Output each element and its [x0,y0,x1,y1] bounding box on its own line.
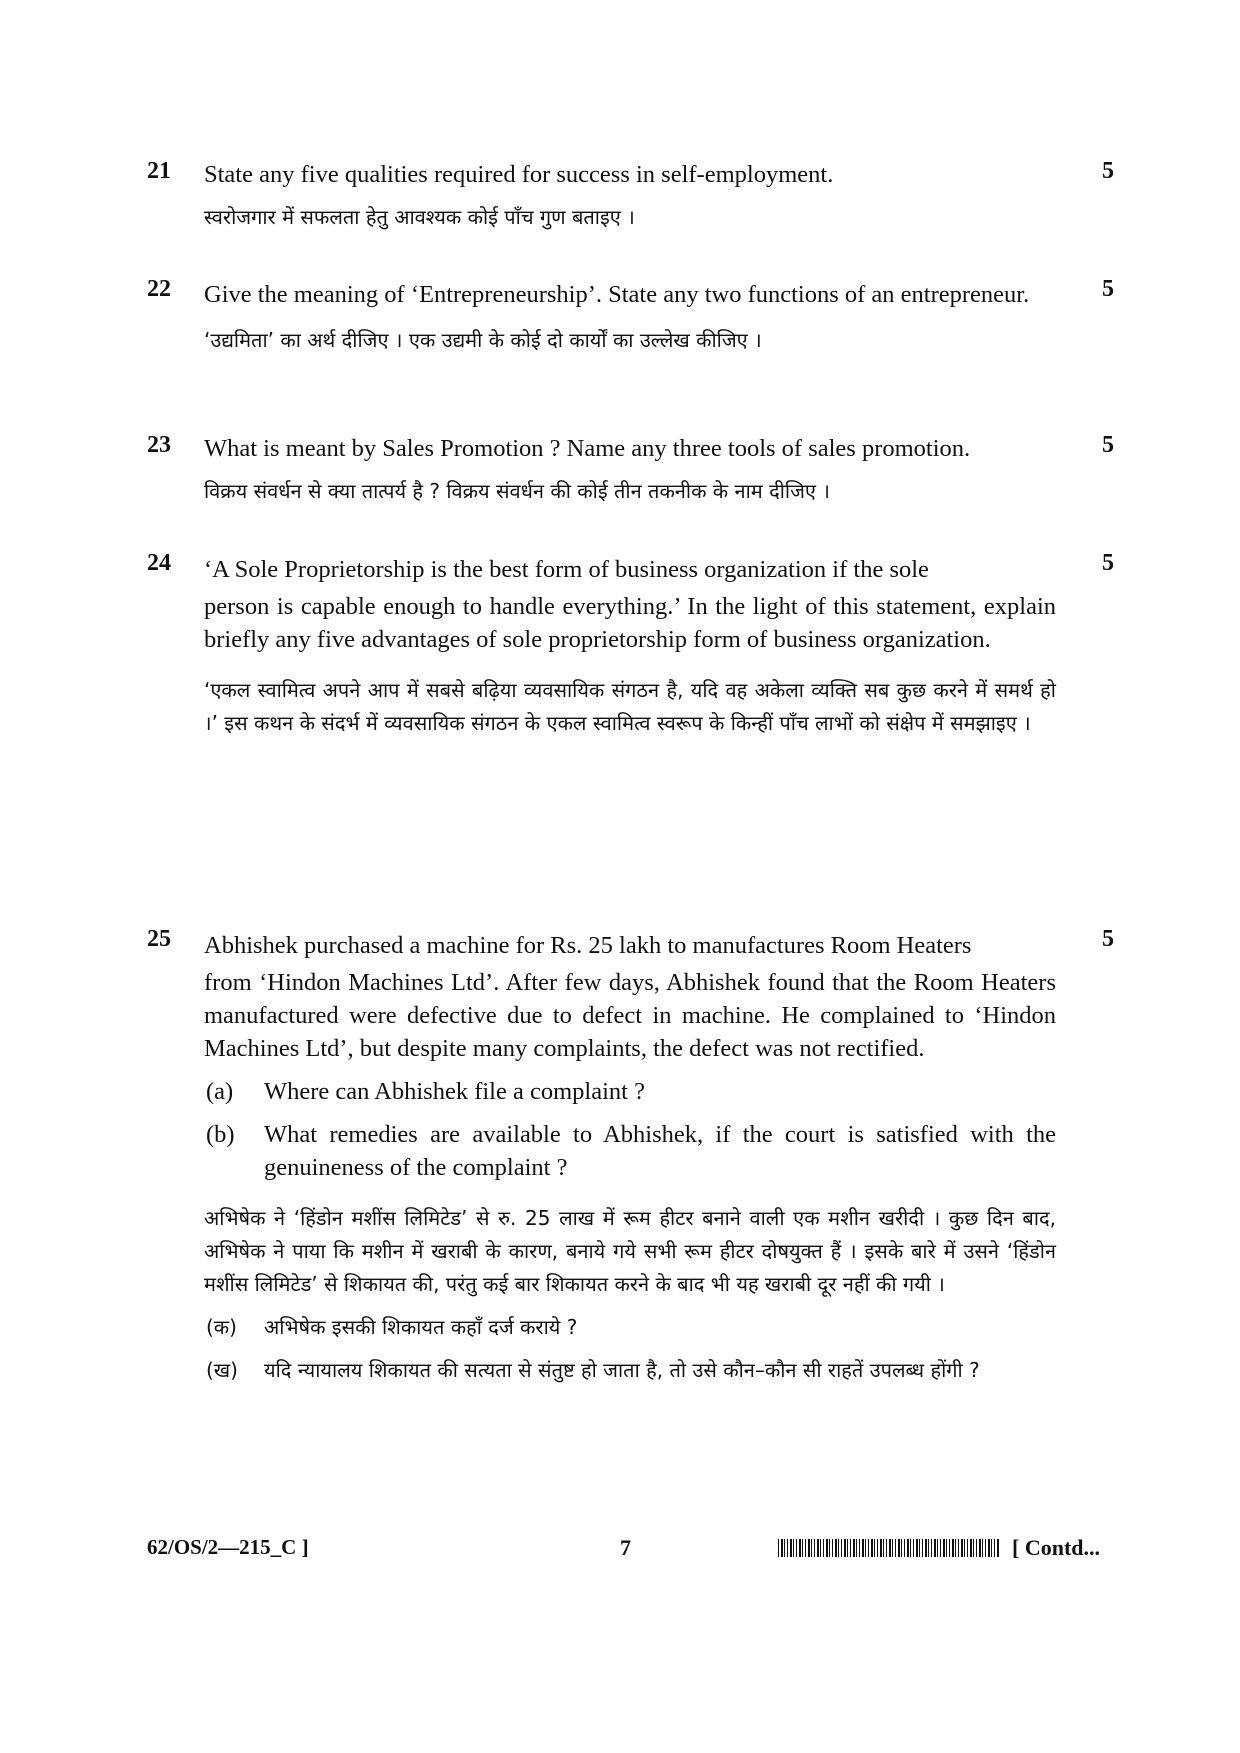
page-number: 7 [620,1535,631,1560]
question-marks: 5 [1102,276,1114,302]
question-number: 22 [147,276,171,302]
sub-question-text: What remedies are available to Abhishek, if the court is satisfied with the genuineness of the complaint ? [264,1121,1056,1181]
continued-label: [ Contd... [1012,1535,1101,1560]
question-marks: 5 [1102,158,1114,184]
question-number: 24 [147,550,171,576]
sub-question-b [204,1118,1056,1184]
question-text-english-first-line: ‘A Sole Proprietorship is the best form of business organization if the sole [204,556,929,583]
sub-question-text: यदि न्यायालय शिकायत की सत्यता से संतुष्ट हो जाता है, तो उसे कौन–कौन सी राहतें उपलब्ध होंगी ? [264,1358,980,1382]
question-marks: 5 [1102,926,1114,952]
sub-question-label: (b) [206,1121,235,1148]
sub-question-kha [204,1354,1056,1387]
question-number: 23 [147,432,171,458]
sub-question-ka [204,1311,1056,1344]
sub-question-a [204,1075,1056,1108]
question-number: 21 [147,158,171,184]
sub-question-text: अभिषेक इसकी शिकायत कहाँ दर्ज कराये ? [264,1315,578,1339]
question-marks: 5 [1102,432,1114,458]
question-text-english-first-line: Abhishek purchased a machine for Rs. 25 lakh to manufactures Room Heaters [204,932,972,959]
question-text-hindi: ‘एकल स्वामित्व अपने आप में सबसे बढ़िया व्यवसायिक संगठन है, यदि वह अकेला व्यक्ति सब कुछ करने में समर्थ हो ।’ इस कथन के संदर्भ में व्यवसायिक संगठन के एकल स्वामित्व स्वरूप के किन्हीं पाँच लाभों को संक्षेप में समझाइए । [204,678,1056,735]
sub-question-label: (a) [206,1078,234,1105]
question-text-hindi: विक्रय संवर्धन से क्या तात्पर्य है ? विक्रय संवर्धन की कोई तीन तकनीक के नाम दीजिए । [204,479,830,503]
page-footer [0,1535,1240,1565]
question-text-english: Give the meaning of ‘Entrepreneurship’. State any two functions of an entrepreneur. [204,281,1030,308]
sub-question-label: (क) [206,1315,237,1339]
sub-question-text: Where can Abhishek file a complaint ? [264,1078,645,1105]
sub-question-label: (ख) [206,1358,238,1382]
question-text-english: State any five qualities required for success in self-employment. [204,161,834,188]
question-text-hindi: अभिषेक ने ‘हिंडोन मशींस लिमिटेड’ से रु. 25 लाख में रूम हीटर बनाने वाली एक मशीन खरीदी । कुछ दिन बाद, अभिषेक ने पाया कि मशीन में खराबी के कारण, बनाये गये सभी रूम हीटर दोषयुक्त हैं । इसके बारे में उसने ‘हिंडोन मशींस लिमिटेड’ से शिकायत की, परंतु कई बार शिकायत करने के बाद भी यह खराबी दूर नहीं की गयी । [204,1206,1056,1296]
question-text-english: from ‘Hindon Machines Ltd’. After few days, Abhishek found that the Room Heaters manufactured were defective due to defect in machine. He complained to ‘Hindon Machines Ltd’, but despite many complaints, the defect was not rectified. [204,969,1056,1062]
barcode-icon [778,1539,1000,1557]
question-number: 25 [147,926,171,952]
question-text-english: person is capable enough to handle everything.’ In the light of this statement, explain briefly any five advantages of sole proprietorship form of business organization. [204,593,1056,653]
question-text-hindi: ‘उद्यमिता’ का अर्थ दीजिए । एक उद्यमी के कोई दो कार्यों का उल्लेख कीजिए । [204,328,762,352]
question-text-hindi: स्वरोजगार में सफलता हेतु आवश्यक कोई पाँच गुण बताइए । [204,205,635,229]
question-text-english: What is meant by Sales Promotion ? Name any three tools of sales promotion. [204,435,971,462]
question-marks: 5 [1102,550,1114,576]
paper-code: 62/OS/2—215_C ] [147,1535,309,1559]
